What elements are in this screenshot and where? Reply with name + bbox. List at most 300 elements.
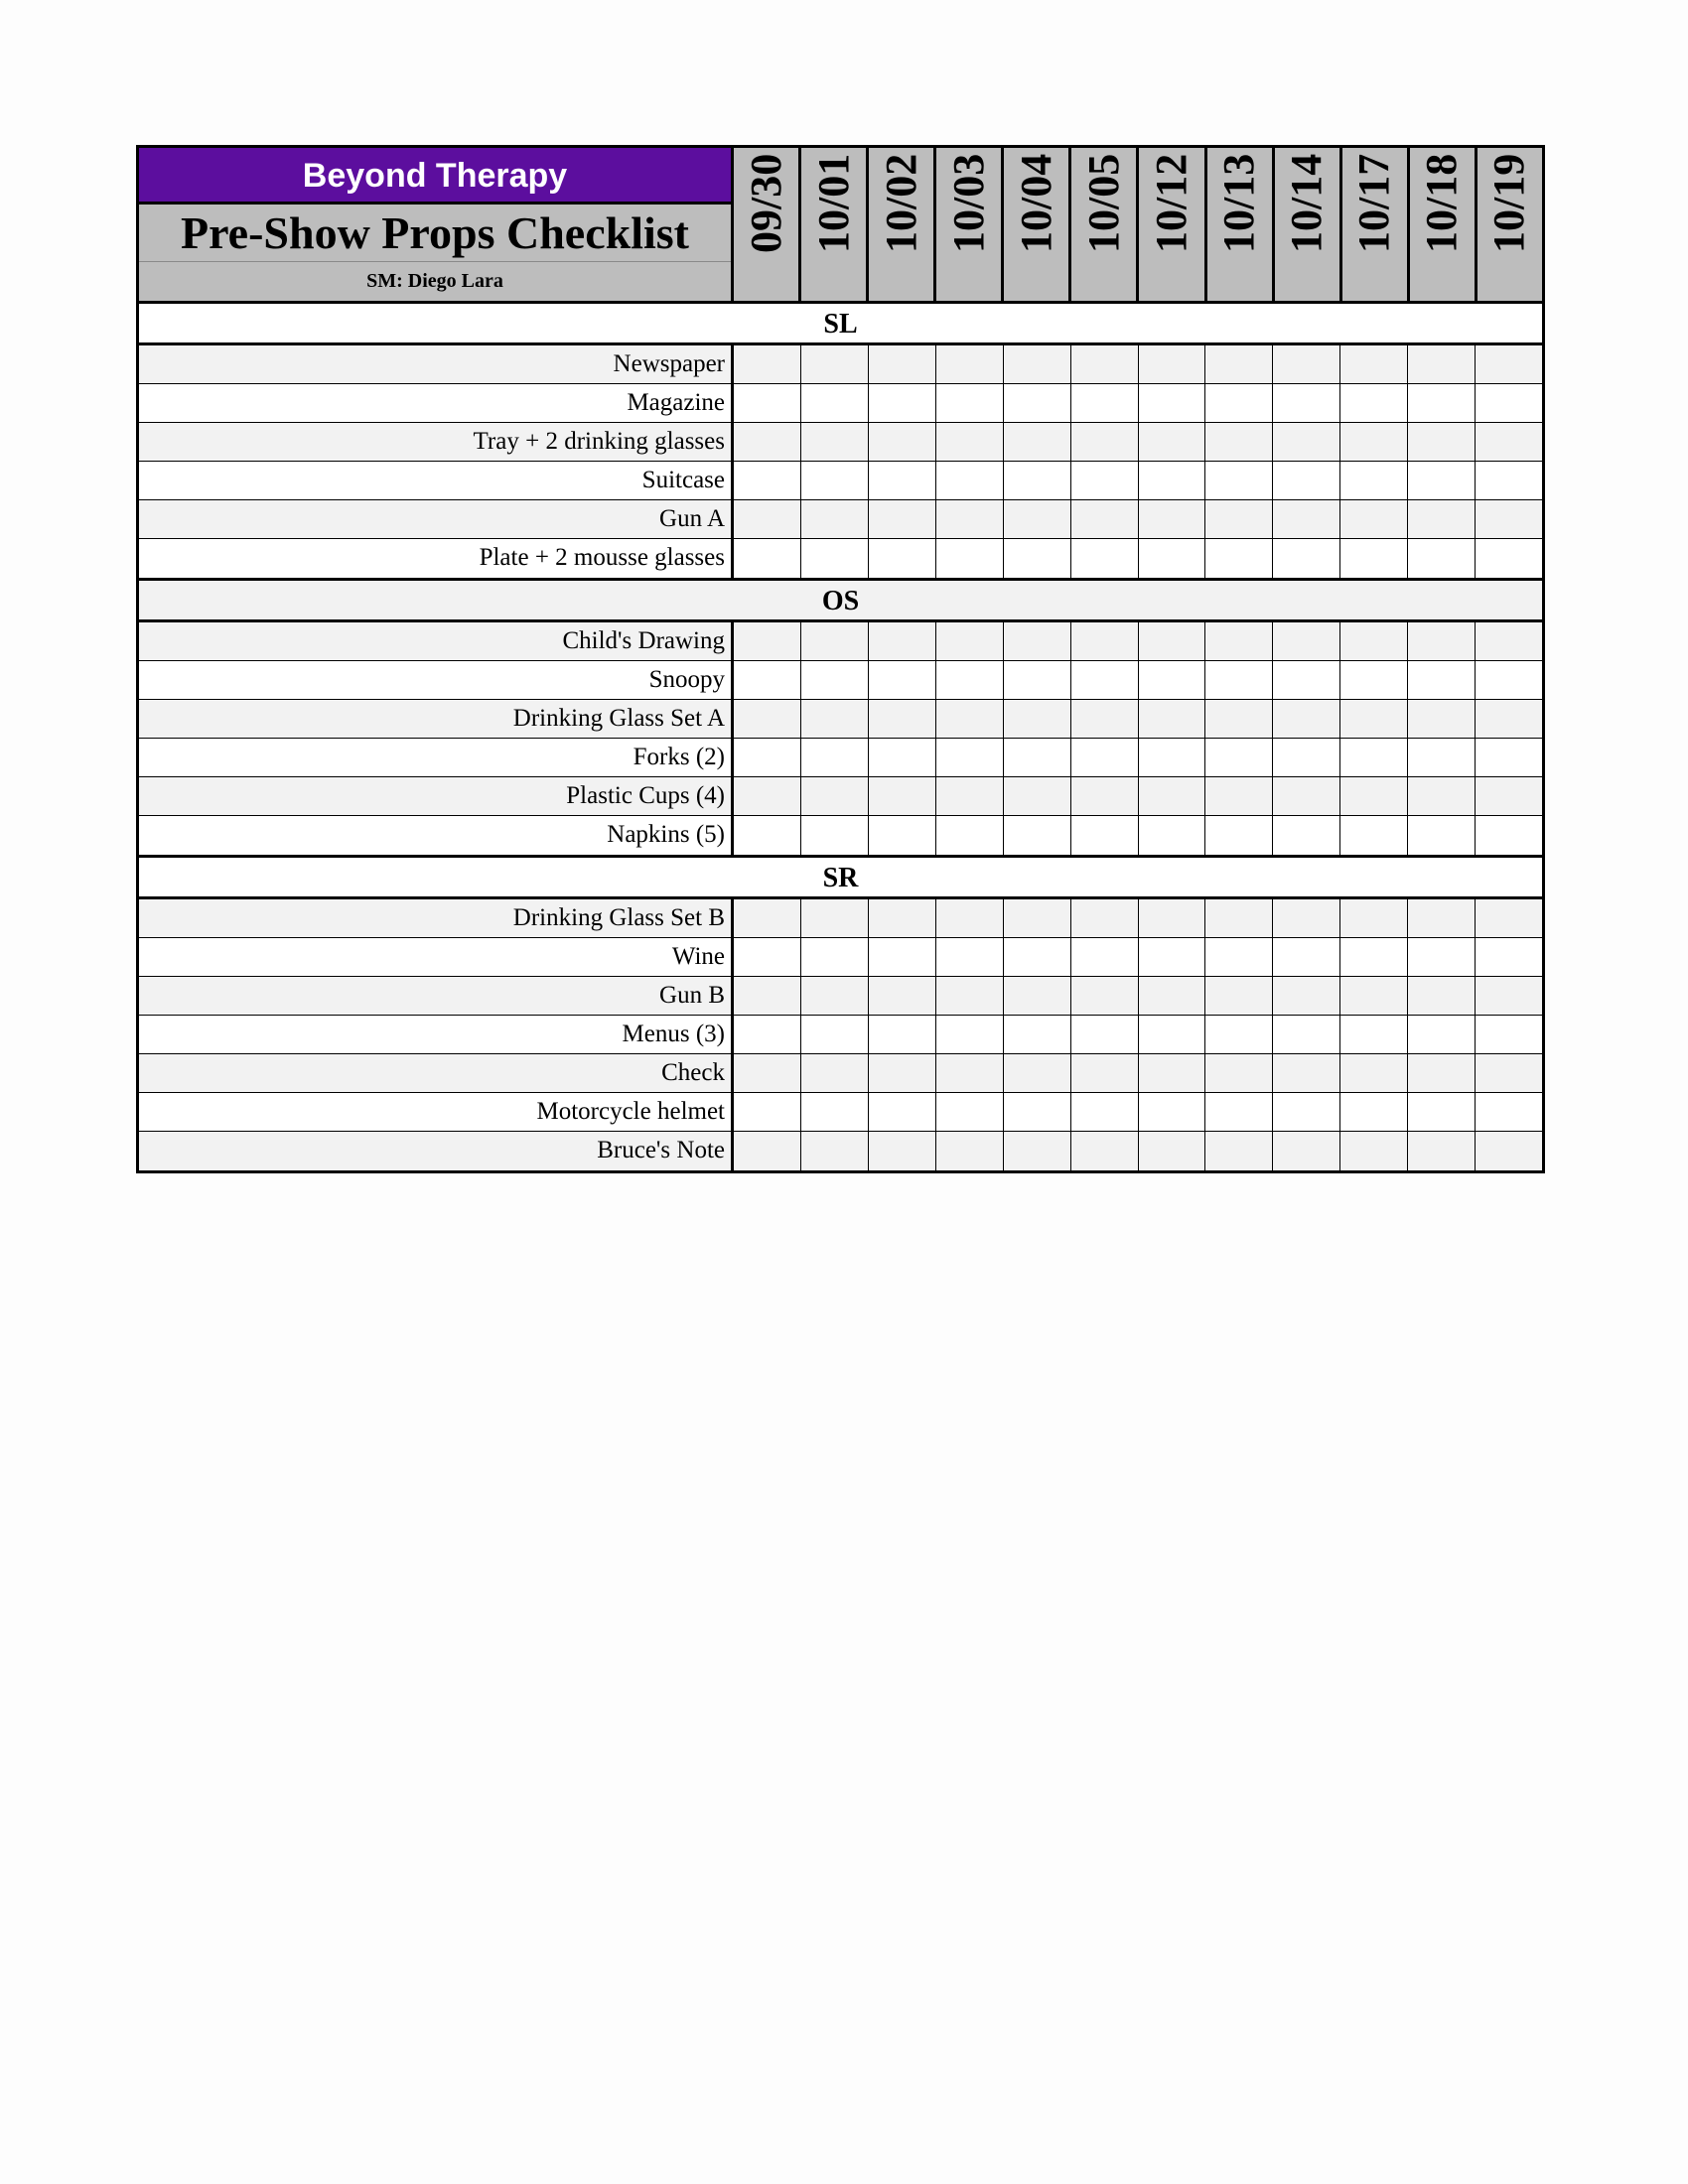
table-row <box>139 661 1542 700</box>
check-cells <box>734 462 1542 499</box>
check-cell[interactable] <box>734 622 801 660</box>
check-cell[interactable] <box>1071 384 1139 422</box>
check-cells <box>734 700 1542 738</box>
check-cell[interactable] <box>869 977 936 1015</box>
check-cell[interactable] <box>734 899 801 937</box>
check-cells <box>734 977 1542 1015</box>
check-cell[interactable] <box>1408 1132 1476 1170</box>
check-cell[interactable] <box>1273 777 1340 815</box>
prop-item-label: Drinking Glass Set A <box>139 700 734 738</box>
check-cell[interactable] <box>1139 539 1206 578</box>
check-cell[interactable] <box>1139 938 1206 976</box>
check-cell[interactable] <box>1139 462 1206 499</box>
check-cell[interactable] <box>1004 384 1071 422</box>
check-cell[interactable] <box>734 1093 801 1131</box>
check-cell[interactable] <box>936 816 1004 855</box>
check-cell[interactable] <box>1139 423 1206 461</box>
check-cell[interactable] <box>1139 700 1206 738</box>
check-cell[interactable] <box>1408 977 1476 1015</box>
check-cell[interactable] <box>1004 661 1071 699</box>
check-cell[interactable] <box>801 816 869 855</box>
table-row <box>139 739 1542 777</box>
check-cell[interactable] <box>1205 1016 1273 1053</box>
check-cell[interactable] <box>1476 423 1542 461</box>
check-cell[interactable] <box>734 1016 801 1053</box>
check-cell[interactable] <box>1205 661 1273 699</box>
check-cell[interactable] <box>1408 622 1476 660</box>
check-cell[interactable] <box>1476 938 1542 976</box>
date-column-header <box>936 148 1004 301</box>
check-cell[interactable] <box>1476 500 1542 538</box>
date-column-header <box>1139 148 1206 301</box>
check-cell[interactable] <box>801 462 869 499</box>
check-cell[interactable] <box>1408 345 1476 383</box>
check-cell[interactable] <box>936 938 1004 976</box>
check-cell[interactable] <box>1004 462 1071 499</box>
prop-item-label: Tray + 2 drinking glasses <box>139 423 734 461</box>
check-cell[interactable] <box>1071 816 1139 855</box>
check-cell[interactable] <box>1205 1093 1273 1131</box>
check-cells <box>734 938 1542 976</box>
check-cell[interactable] <box>801 622 869 660</box>
check-cell[interactable] <box>1205 700 1273 738</box>
check-cell[interactable] <box>1205 1132 1273 1170</box>
check-cell[interactable] <box>1205 1054 1273 1092</box>
check-cell[interactable] <box>1273 899 1340 937</box>
check-cell[interactable] <box>1071 1016 1139 1053</box>
check-cell[interactable] <box>1476 1054 1542 1092</box>
check-cell[interactable] <box>1476 661 1542 699</box>
date-column-header <box>1342 148 1410 301</box>
check-cell[interactable] <box>1004 622 1071 660</box>
check-cell[interactable] <box>1340 816 1408 855</box>
check-cell[interactable] <box>1273 977 1340 1015</box>
check-cell[interactable] <box>801 777 869 815</box>
check-cell[interactable] <box>1340 938 1408 976</box>
date-column-header <box>734 148 801 301</box>
sheet-header <box>139 148 1542 304</box>
check-cell[interactable] <box>801 938 869 976</box>
check-cell[interactable] <box>1408 423 1476 461</box>
date-label: 10/01 <box>808 153 858 253</box>
check-cell[interactable] <box>936 345 1004 383</box>
check-cell[interactable] <box>869 938 936 976</box>
check-cell[interactable] <box>1273 1093 1340 1131</box>
check-cells <box>734 739 1542 776</box>
check-cell[interactable] <box>801 1054 869 1092</box>
prop-item-label: Magazine <box>139 384 734 422</box>
prop-item-label: Forks (2) <box>139 739 734 776</box>
check-cells <box>734 816 1542 855</box>
date-label: 10/19 <box>1484 153 1534 253</box>
show-name: Beyond Therapy <box>139 148 731 205</box>
table-row <box>139 345 1542 384</box>
check-cell[interactable] <box>1139 1093 1206 1131</box>
date-label: 10/18 <box>1417 153 1467 253</box>
check-cell[interactable] <box>1340 539 1408 578</box>
date-label: 10/13 <box>1214 153 1264 253</box>
check-cell[interactable] <box>1004 899 1071 937</box>
check-cell[interactable] <box>1205 423 1273 461</box>
check-cell[interactable] <box>1340 1093 1408 1131</box>
check-cell[interactable] <box>1340 1132 1408 1170</box>
prop-item-label: Plate + 2 mousse glasses <box>139 539 734 578</box>
check-cell[interactable] <box>869 739 936 776</box>
check-cell[interactable] <box>1004 977 1071 1015</box>
check-cell[interactable] <box>1004 345 1071 383</box>
prop-item-label: Plastic Cups (4) <box>139 777 734 815</box>
check-cell[interactable] <box>734 739 801 776</box>
check-cell[interactable] <box>734 777 801 815</box>
date-column-header <box>1071 148 1139 301</box>
check-cell[interactable] <box>936 1132 1004 1170</box>
check-cell[interactable] <box>734 539 801 578</box>
check-cell[interactable] <box>1139 816 1206 855</box>
check-cells <box>734 423 1542 461</box>
check-cell[interactable] <box>1340 345 1408 383</box>
check-cell[interactable] <box>1071 1093 1139 1131</box>
table-row <box>139 938 1542 977</box>
check-cell[interactable] <box>1340 739 1408 776</box>
check-cell[interactable] <box>869 661 936 699</box>
check-cell[interactable] <box>869 1132 936 1170</box>
section-header-sr: SR <box>139 858 1542 899</box>
table-row <box>139 977 1542 1016</box>
check-cell[interactable] <box>1139 977 1206 1015</box>
check-cells <box>734 384 1542 422</box>
check-cell[interactable] <box>1476 1016 1542 1053</box>
check-cell[interactable] <box>1139 1132 1206 1170</box>
check-cell[interactable] <box>1273 700 1340 738</box>
check-cell[interactable] <box>936 384 1004 422</box>
check-cell[interactable] <box>1340 423 1408 461</box>
check-cell[interactable] <box>1340 1016 1408 1053</box>
check-cell[interactable] <box>1071 1132 1139 1170</box>
check-cell[interactable] <box>1273 1016 1340 1053</box>
check-cell[interactable] <box>1476 539 1542 578</box>
check-cell[interactable] <box>1273 500 1340 538</box>
check-cell[interactable] <box>1071 977 1139 1015</box>
check-cell[interactable] <box>1408 539 1476 578</box>
check-cell[interactable] <box>734 700 801 738</box>
check-cell[interactable] <box>1004 816 1071 855</box>
check-cell[interactable] <box>801 739 869 776</box>
check-cell[interactable] <box>1071 700 1139 738</box>
date-column-header <box>1477 148 1542 301</box>
date-column-header <box>1207 148 1275 301</box>
check-cell[interactable] <box>1205 977 1273 1015</box>
check-cell[interactable] <box>1476 1093 1542 1131</box>
table-row <box>139 899 1542 938</box>
check-cell[interactable] <box>1004 1132 1071 1170</box>
check-cell[interactable] <box>1340 500 1408 538</box>
check-cell[interactable] <box>734 345 801 383</box>
check-cell[interactable] <box>1205 816 1273 855</box>
check-cell[interactable] <box>1340 777 1408 815</box>
check-cell[interactable] <box>1071 661 1139 699</box>
check-cells <box>734 345 1542 383</box>
check-cell[interactable] <box>936 539 1004 578</box>
check-cell[interactable] <box>1205 462 1273 499</box>
check-cell[interactable] <box>1004 938 1071 976</box>
date-column-header <box>801 148 869 301</box>
check-cells <box>734 622 1542 660</box>
check-cell[interactable] <box>1273 423 1340 461</box>
section-items-sl <box>139 345 1542 581</box>
table-row <box>139 423 1542 462</box>
table-row <box>139 777 1542 816</box>
check-cell[interactable] <box>869 622 936 660</box>
check-cell[interactable] <box>869 462 936 499</box>
check-cell[interactable] <box>1139 345 1206 383</box>
check-cell[interactable] <box>1071 899 1139 937</box>
check-cell[interactable] <box>1408 777 1476 815</box>
check-cell[interactable] <box>734 423 801 461</box>
check-cell[interactable] <box>869 345 936 383</box>
prop-item-label: Drinking Glass Set B <box>139 899 734 937</box>
check-cell[interactable] <box>1205 500 1273 538</box>
check-cells <box>734 1093 1542 1131</box>
check-cell[interactable] <box>1273 384 1340 422</box>
date-columns <box>734 148 1542 301</box>
date-column-header <box>1410 148 1477 301</box>
check-cell[interactable] <box>1071 500 1139 538</box>
check-cell[interactable] <box>936 1093 1004 1131</box>
check-cell[interactable] <box>801 423 869 461</box>
prop-item-label: Gun A <box>139 500 734 538</box>
check-cell[interactable] <box>1205 938 1273 976</box>
check-cell[interactable] <box>1205 345 1273 383</box>
check-cell[interactable] <box>869 1093 936 1131</box>
check-cell[interactable] <box>801 899 869 937</box>
check-cell[interactable] <box>801 539 869 578</box>
check-cell[interactable] <box>1205 739 1273 776</box>
check-cell[interactable] <box>1273 739 1340 776</box>
table-row <box>139 1132 1542 1170</box>
table-row <box>139 1093 1542 1132</box>
check-cell[interactable] <box>1071 539 1139 578</box>
check-cell[interactable] <box>734 462 801 499</box>
check-cell[interactable] <box>1004 700 1071 738</box>
check-cells <box>734 539 1542 578</box>
section-header-sl: SL <box>139 304 1542 345</box>
check-cell[interactable] <box>869 777 936 815</box>
prop-item-label: Wine <box>139 938 734 976</box>
props-checklist-sheet <box>136 145 1545 1173</box>
check-cell[interactable] <box>1139 777 1206 815</box>
check-cell[interactable] <box>1340 622 1408 660</box>
check-cell[interactable] <box>1139 1054 1206 1092</box>
check-cell[interactable] <box>1408 816 1476 855</box>
check-cell[interactable] <box>869 539 936 578</box>
check-cell[interactable] <box>936 700 1004 738</box>
check-cell[interactable] <box>1273 1132 1340 1170</box>
check-cell[interactable] <box>1476 899 1542 937</box>
check-cell[interactable] <box>1139 739 1206 776</box>
prop-item-label: Motorcycle helmet <box>139 1093 734 1131</box>
check-cell[interactable] <box>1273 816 1340 855</box>
check-cell[interactable] <box>869 1016 936 1053</box>
date-label: 09/30 <box>741 153 790 253</box>
check-cell[interactable] <box>1408 1016 1476 1053</box>
check-cell[interactable] <box>734 938 801 976</box>
check-cell[interactable] <box>1139 1016 1206 1053</box>
check-cell[interactable] <box>1139 661 1206 699</box>
check-cell[interactable] <box>1408 1054 1476 1092</box>
check-cell[interactable] <box>1408 700 1476 738</box>
check-cell[interactable] <box>869 899 936 937</box>
prop-item-label: Gun B <box>139 977 734 1015</box>
date-label: 10/17 <box>1349 153 1399 253</box>
check-cell[interactable] <box>801 500 869 538</box>
check-cell[interactable] <box>1205 899 1273 937</box>
check-cell[interactable] <box>734 384 801 422</box>
check-cell[interactable] <box>734 661 801 699</box>
section-items-sr <box>139 899 1542 1170</box>
check-cell[interactable] <box>1340 1054 1408 1092</box>
check-cell[interactable] <box>1273 462 1340 499</box>
check-cell[interactable] <box>1476 462 1542 499</box>
check-cell[interactable] <box>1340 700 1408 738</box>
check-cell[interactable] <box>936 1016 1004 1053</box>
check-cell[interactable] <box>1004 1054 1071 1092</box>
check-cell[interactable] <box>1408 938 1476 976</box>
check-cell[interactable] <box>1340 384 1408 422</box>
check-cell[interactable] <box>801 700 869 738</box>
date-label: 10/12 <box>1147 153 1196 253</box>
check-cell[interactable] <box>1004 777 1071 815</box>
check-cells <box>734 1016 1542 1053</box>
check-cell[interactable] <box>1004 539 1071 578</box>
check-cell[interactable] <box>1408 899 1476 937</box>
prop-item-label: Newspaper <box>139 345 734 383</box>
check-cell[interactable] <box>936 1054 1004 1092</box>
check-cell[interactable] <box>936 977 1004 1015</box>
check-cell[interactable] <box>1273 345 1340 383</box>
prop-item-label: Snoopy <box>139 661 734 699</box>
check-cell[interactable] <box>1408 661 1476 699</box>
check-cell[interactable] <box>1071 423 1139 461</box>
check-cell[interactable] <box>1476 345 1542 383</box>
check-cell[interactable] <box>1408 384 1476 422</box>
check-cell[interactable] <box>1071 1054 1139 1092</box>
check-cell[interactable] <box>1004 1016 1071 1053</box>
prop-item-label: Child's Drawing <box>139 622 734 660</box>
check-cell[interactable] <box>1273 1054 1340 1092</box>
check-cell[interactable] <box>1476 816 1542 855</box>
check-cell[interactable] <box>936 622 1004 660</box>
check-cell[interactable] <box>1205 777 1273 815</box>
check-cell[interactable] <box>1408 462 1476 499</box>
check-cell[interactable] <box>1476 1132 1542 1170</box>
check-cell[interactable] <box>734 977 801 1015</box>
section-items-os <box>139 622 1542 858</box>
check-cell[interactable] <box>1476 777 1542 815</box>
check-cell[interactable] <box>1139 899 1206 937</box>
date-label: 10/04 <box>1011 153 1060 253</box>
check-cell[interactable] <box>1071 777 1139 815</box>
check-cell[interactable] <box>801 1016 869 1053</box>
check-cell[interactable] <box>1205 622 1273 660</box>
check-cells <box>734 777 1542 815</box>
check-cell[interactable] <box>1004 739 1071 776</box>
check-cell[interactable] <box>936 661 1004 699</box>
check-cell[interactable] <box>801 661 869 699</box>
check-cell[interactable] <box>1139 500 1206 538</box>
check-cell[interactable] <box>936 899 1004 937</box>
check-cell[interactable] <box>801 1132 869 1170</box>
check-cell[interactable] <box>1476 622 1542 660</box>
check-cell[interactable] <box>1340 661 1408 699</box>
check-cell[interactable] <box>936 739 1004 776</box>
check-cell[interactable] <box>1408 500 1476 538</box>
check-cell[interactable] <box>1408 1093 1476 1131</box>
check-cell[interactable] <box>1476 700 1542 738</box>
date-label: 10/02 <box>876 153 925 253</box>
check-cell[interactable] <box>801 384 869 422</box>
check-cell[interactable] <box>734 1054 801 1092</box>
check-cell[interactable] <box>1071 739 1139 776</box>
prop-item-label: Check <box>139 1054 734 1092</box>
check-cell[interactable] <box>1139 384 1206 422</box>
check-cell[interactable] <box>1476 977 1542 1015</box>
check-cell[interactable] <box>1071 345 1139 383</box>
table-row <box>139 539 1542 578</box>
check-cell[interactable] <box>869 816 936 855</box>
check-cell[interactable] <box>1071 462 1139 499</box>
check-cell[interactable] <box>1273 622 1340 660</box>
check-cell[interactable] <box>801 1093 869 1131</box>
check-cell[interactable] <box>936 500 1004 538</box>
check-cell[interactable] <box>1205 384 1273 422</box>
check-cell[interactable] <box>1340 977 1408 1015</box>
check-cell[interactable] <box>1004 1093 1071 1131</box>
check-cell[interactable] <box>1004 500 1071 538</box>
check-cell[interactable] <box>869 423 936 461</box>
date-column-header <box>1275 148 1342 301</box>
check-cell[interactable] <box>801 345 869 383</box>
check-cell[interactable] <box>1273 661 1340 699</box>
stage-manager-line: SM: Diego Lara <box>139 262 731 301</box>
check-cell[interactable] <box>936 777 1004 815</box>
check-cell[interactable] <box>1340 462 1408 499</box>
check-cell[interactable] <box>869 384 936 422</box>
prop-item-label: Bruce's Note <box>139 1132 734 1170</box>
check-cell[interactable] <box>869 700 936 738</box>
check-cell[interactable] <box>1139 622 1206 660</box>
check-cell[interactable] <box>1476 739 1542 776</box>
check-cell[interactable] <box>734 816 801 855</box>
page-title: Pre-Show Props Checklist <box>139 205 731 262</box>
check-cell[interactable] <box>1273 938 1340 976</box>
check-cell[interactable] <box>1071 622 1139 660</box>
check-cell[interactable] <box>1205 539 1273 578</box>
check-cell[interactable] <box>1340 899 1408 937</box>
check-cell[interactable] <box>869 500 936 538</box>
check-cell[interactable] <box>936 423 1004 461</box>
table-row <box>139 1054 1542 1093</box>
check-cell[interactable] <box>1408 739 1476 776</box>
check-cell[interactable] <box>869 1054 936 1092</box>
check-cell[interactable] <box>1004 423 1071 461</box>
check-cell[interactable] <box>1476 384 1542 422</box>
check-cell[interactable] <box>734 500 801 538</box>
check-cell[interactable] <box>936 462 1004 499</box>
check-cell[interactable] <box>1273 539 1340 578</box>
check-cell[interactable] <box>1071 938 1139 976</box>
check-cell[interactable] <box>734 1132 801 1170</box>
check-cell[interactable] <box>801 977 869 1015</box>
